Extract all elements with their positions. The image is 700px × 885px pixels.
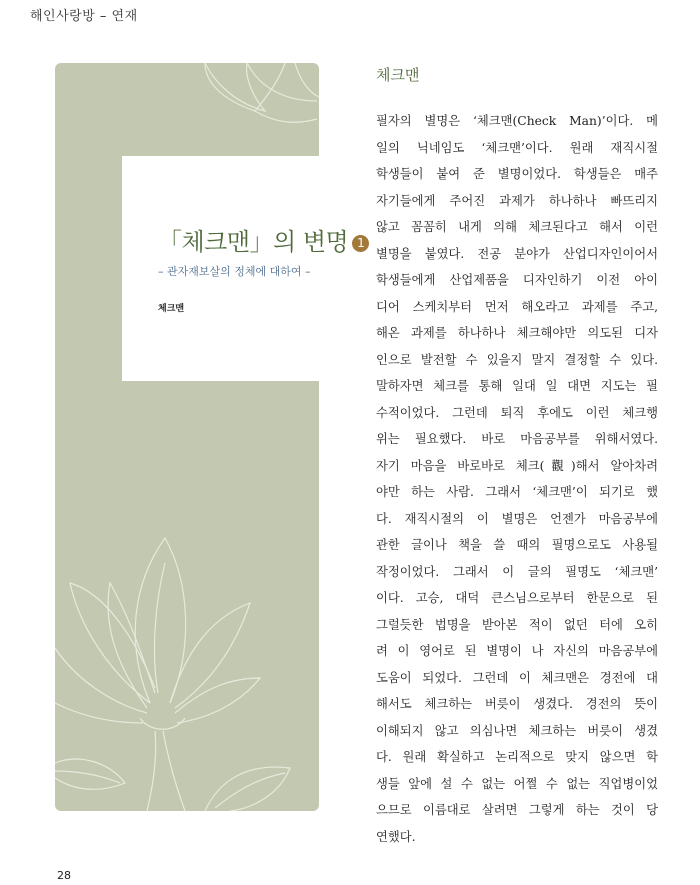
page-number: 28 bbox=[57, 869, 71, 882]
body-line: 려 이 영어로 된 별명이 나 자신의 마음공부에 bbox=[376, 644, 658, 658]
body-line: 자기들에게 주어진 과제가 하나하나 빠뜨리지 bbox=[376, 193, 658, 208]
body-line: 해서도 체크하는 버릇이 생겼다. 경전의 뜻이 bbox=[376, 697, 658, 711]
body-line: 그럴듯한 법명을 받아본 적이 없던 터에 오히 bbox=[376, 617, 658, 632]
body-line: 생들 앞에 설 수 없는 어쩔 수 없는 직업병이었 bbox=[376, 776, 658, 791]
article-body bbox=[376, 108, 658, 850]
body-line: 작정이었다. 그래서 이 글의 필명도 ‘체크맨’ bbox=[376, 564, 658, 579]
body-line: 이해되지 않고 의심나면 체크하는 버릇이 생겼 bbox=[376, 723, 658, 738]
title-card bbox=[122, 156, 365, 381]
body-line: 다. 원래 확실하고 논리적으로 맞지 않으면 학 bbox=[376, 750, 658, 764]
body-line: 별명을 붙였다. 전공 분야가 산업디자인이어서 bbox=[376, 246, 658, 261]
episode-badge: 1 bbox=[352, 235, 369, 252]
body-line: 도움이 되었다. 그런데 이 체크맨은 경전에 대 bbox=[376, 670, 658, 685]
body-line: 야만 하는 사람. 그래서 ‘체크맨’이 되기로 했 bbox=[376, 485, 658, 499]
body-line: 이다. 고승, 대덕 큰스님으로부터 한문으로 된 bbox=[376, 591, 658, 605]
body-line: 관한 글이나 책을 쓸 때의 필명으로도 사용될 bbox=[376, 538, 658, 552]
author-name: 체크맨 bbox=[158, 304, 185, 314]
article-subtitle: – 관자재보살의 정체에 대하여 – bbox=[158, 265, 311, 278]
body-line: 학생들에게 산업제품을 디자인하기 이전 아이 bbox=[376, 273, 658, 287]
body-line: 말하자면 체크를 통해 일대 일 대면 지도는 필 bbox=[376, 379, 658, 393]
body-line: 해온 과제를 하나하나 체크해야만 의도된 디자 bbox=[376, 326, 658, 340]
body-line: 수적이었다. 그런데 퇴직 후에도 이런 체크행 bbox=[376, 405, 658, 420]
body-line: 일의 닉네임도 ‘체크맨’이다. 원래 재직시절 bbox=[376, 140, 658, 155]
section-heading: 체크맨 bbox=[376, 66, 420, 84]
body-line: 학생들이 붙여 준 별명이었다. 학생들은 매주 bbox=[376, 167, 658, 181]
body-line: 으므로 이름대로 살려면 그렇게 하는 것이 당 bbox=[376, 803, 658, 817]
article-title-text: 「체크맨」의 변명 bbox=[158, 228, 349, 256]
body-line: 위는 필요했다. 바로 마음공부를 위해서였다. bbox=[376, 432, 658, 446]
body-line: 디어 스케치부터 먼저 해오라고 과제를 주고, bbox=[376, 299, 658, 314]
body-line: 인으로 발전할 수 있을지 말지 결정할 수 있다. bbox=[376, 352, 658, 367]
body-line: 다. 재직시절의 이 별명은 언젠가 마음공부에 bbox=[376, 511, 658, 526]
body-line: 자기 마음을 바로바로 체크(觀)해서 알아차려 bbox=[376, 458, 658, 473]
body-line: 필자의 별명은 ‘체크맨(Check Man)’이다. 메 bbox=[376, 114, 658, 128]
running-header: 해인사랑방 – 연재 bbox=[30, 9, 138, 24]
body-line: 연했다. bbox=[376, 829, 416, 844]
body-line: 않고 꼼꼼히 내게 의해 체크된다고 해서 이런 bbox=[376, 220, 658, 234]
article-title bbox=[158, 222, 369, 257]
